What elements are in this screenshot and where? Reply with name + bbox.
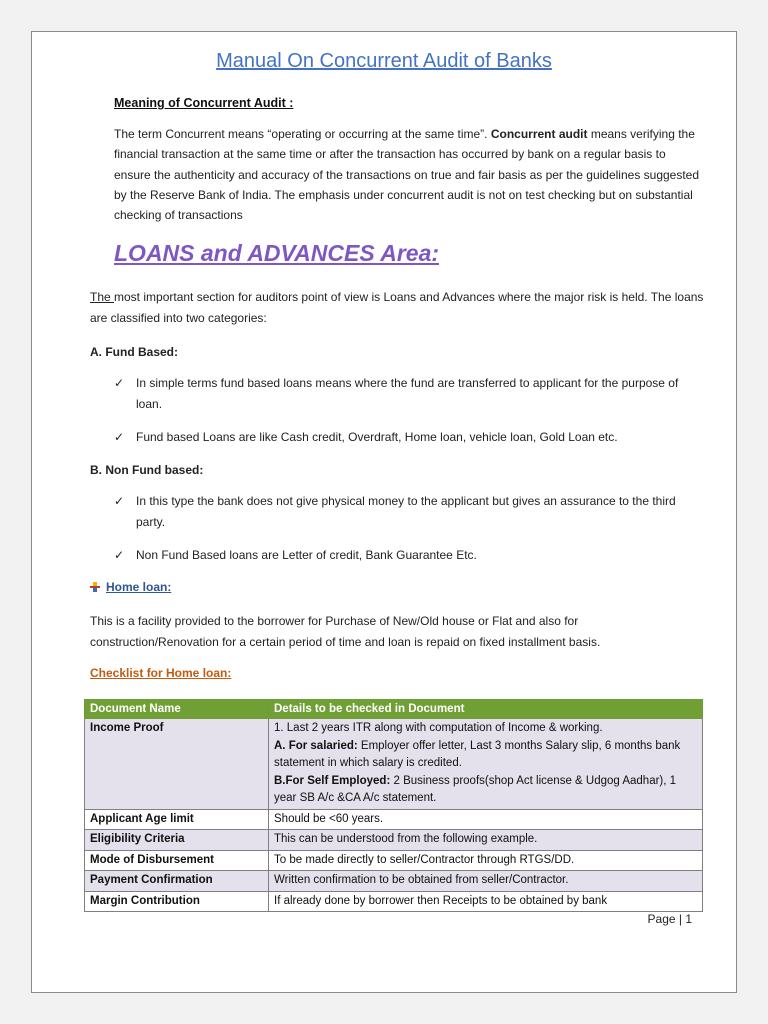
column-header: Document Name (85, 700, 269, 719)
fund-based-bullet: ✓ Fund based Loans are like Cash credit, Overdraft, Home loan, vehicle loan, Gold Loan etc. (114, 427, 704, 448)
document-title: Manual On Concurrent Audit of Banks (216, 50, 552, 72)
home-loan-paragraph: This is a facility provided to the borrower for Purchase of New/Old house or Flat and also for construction/Renovation for a certain period of time and loan is repaid on fixed installment basis. (90, 614, 601, 649)
document-page (31, 31, 737, 993)
fund-based-heading: A. Fund Based: (90, 345, 179, 359)
details-cell: 1. Last 2 years ITR along with computation of Income & working. A. For salaried: Employer offer letter, Last 3 months Salary slip, 6 months bank statement in which salary is credited. B.For Self Employed: 2 Business proofs(shop Act license & Udgog Aadhar), 1 year SB A/c &CA A/c statement. (269, 719, 703, 810)
details-cell: If already done by borrower then Receipts to be obtained by bank (269, 891, 703, 912)
column-header: Details to be checked in Document (269, 700, 703, 719)
document-name-cell: Income Proof (85, 719, 269, 810)
check-icon: ✓ (114, 430, 125, 444)
table-row (85, 809, 703, 830)
check-icon: ✓ (114, 376, 125, 390)
meaning-heading: Meaning of Concurrent Audit : (114, 96, 294, 110)
document-name-cell: Applicant Age limit (85, 809, 269, 830)
document-name-cell: Payment Confirmation (85, 871, 269, 892)
table-header-row (85, 700, 703, 719)
document-name-cell: Eligibility Criteria (85, 830, 269, 851)
bullet-icon (90, 582, 100, 592)
table-row (85, 850, 703, 871)
checklist-heading: Checklist for Home loan: (90, 666, 232, 680)
section-title: LOANS and ADVANCES Area: (114, 240, 440, 266)
check-icon: ✓ (114, 548, 125, 562)
fund-based-bullet: ✓ In simple terms fund based loans means where the fund are transferred to applicant for the purpose of loan. (114, 373, 704, 414)
document-name-cell: Margin Contribution (85, 891, 269, 912)
non-fund-based-heading: B. Non Fund based: (90, 463, 204, 477)
table-row (85, 719, 703, 810)
check-icon: ✓ (114, 494, 125, 508)
table-row (85, 891, 703, 912)
table-row (85, 830, 703, 851)
details-cell: To be made directly to seller/Contractor through RTGS/DD. (269, 850, 703, 871)
meaning-paragraph: The term Concurrent means “operating or occurring at the same time”. Concurrent audit means verifying the financial transaction at the same time or after the transaction has occurred by bank on a regular basis to ensure the authenticity and accuracy of the transactions on true and fair basis as per the guidelines suggested by the Reserve Bank of India. The emphasis under concurrent audit is not on test checking but on substantial checking of transactions (114, 127, 700, 223)
checklist-table (84, 699, 703, 912)
page-number: Page | 1 (647, 912, 692, 926)
intro-paragraph: The most important section for auditors point of view is Loans and Advances where the major risk is held. The loans are classified into two categories: (90, 290, 704, 325)
details-cell: Written confirmation to be obtained from seller/Contractor. (269, 871, 703, 892)
details-cell: This can be understood from the following example. (269, 830, 703, 851)
non-fund-based-bullet: ✓ Non Fund Based loans are Letter of credit, Bank Guarantee Etc. (114, 545, 704, 566)
details-cell: Should be <60 years. (269, 809, 703, 830)
document-name-cell: Mode of Disbursement (85, 850, 269, 871)
non-fund-based-bullet: ✓ In this type the bank does not give physical money to the applicant but gives an assurance to the third party. (114, 491, 704, 532)
table-row (85, 871, 703, 892)
home-loan-heading: Home loan: (90, 580, 171, 594)
